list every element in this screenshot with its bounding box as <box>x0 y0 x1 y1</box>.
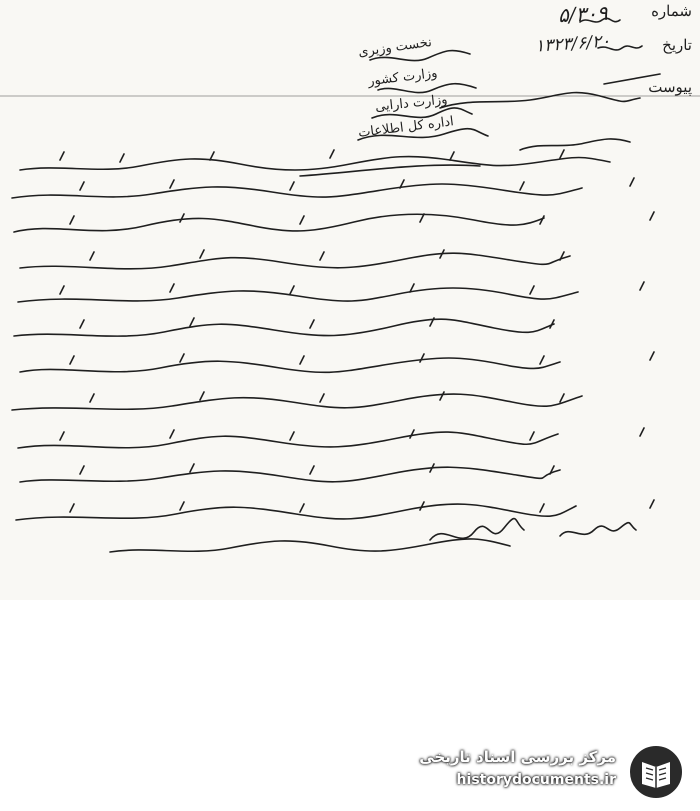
number-label: شماره <box>651 2 692 20</box>
recipient-2: وزارت کشور <box>367 65 439 90</box>
date-label: تاریخ <box>662 36 692 54</box>
watermark-url: historydocuments.ir <box>456 772 616 788</box>
attachment-label: پیوست <box>648 78 692 96</box>
watermark <box>416 742 686 802</box>
recipient-3: وزارت دارایی <box>374 92 449 115</box>
recipient-1: نخست وزیری <box>357 34 433 61</box>
letter-number: ۵/۳۰۹ <box>557 0 609 28</box>
watermark-title: مرکز بررسی اسناد تاریخی <box>419 748 616 766</box>
recipient-4: اداره کل اطلاعات <box>357 114 455 141</box>
letter-date: ۱۳۲۳/۶/۲۰ <box>534 31 611 57</box>
book-logo-icon <box>626 742 686 802</box>
